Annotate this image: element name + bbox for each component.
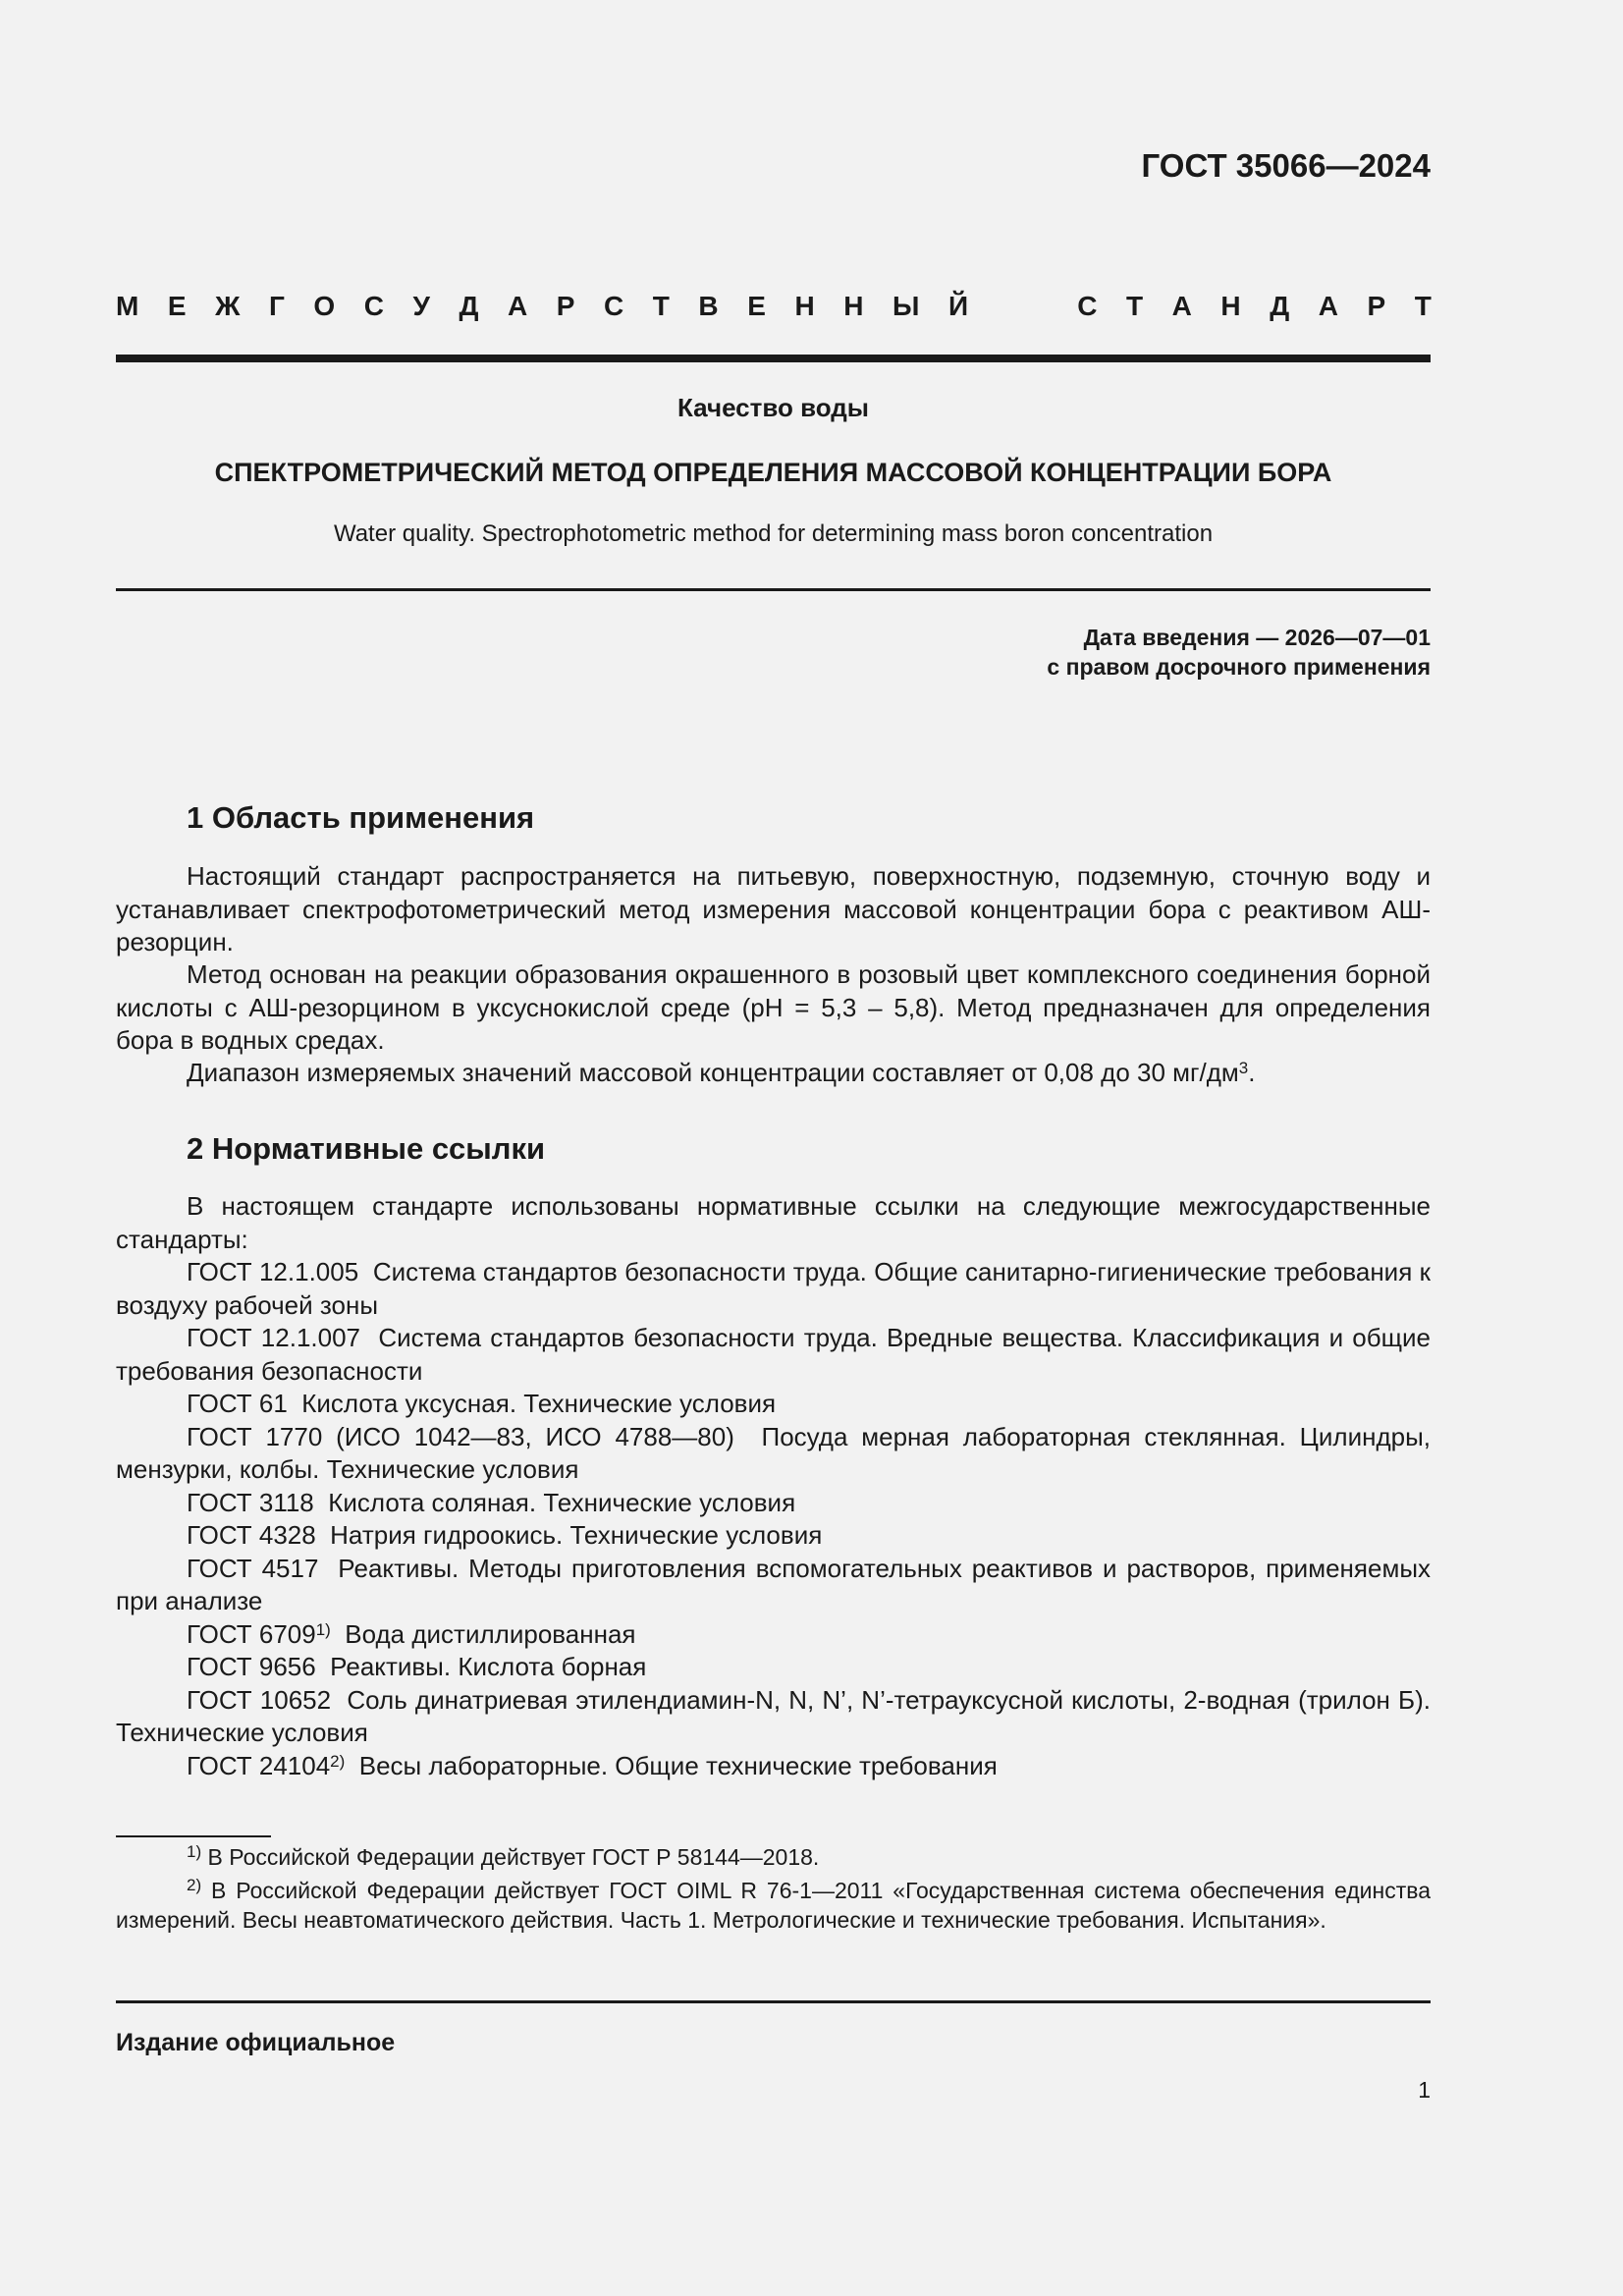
reference-item [116, 1519, 1431, 1553]
references-intro: В настоящем стандарте использованы нормативные ссылки на следующие межгосударственные стандарты: [116, 1191, 1431, 1254]
reference-title: Кислота соляная. Технические условия [328, 1487, 796, 1517]
page-number: 1 [1418, 2077, 1431, 2103]
heading-letter: У [412, 291, 430, 321]
section-1-heading: 1 Область применения [187, 800, 535, 835]
reference-title: Соль динатриевая этилендиамин-N, N, N’, N’-тетрауксусной кислоты, 2-водная (трилон Б). Технические условия [116, 1684, 1432, 1747]
footnote-marker: 2) [187, 1876, 202, 1894]
title-english: Water quality. Spectrophotometric method for determining mass boron concentration [333, 520, 1214, 547]
reference-code: ГОСТ 1770 (ИСО 1042—83, ИСО 4788—80) [187, 1421, 734, 1451]
heading-letter: Д [459, 291, 479, 321]
reference-code: ГОСТ 12.1.007 [187, 1323, 361, 1352]
reference-title: Весы лабораторные. Общие технические требования [358, 1750, 998, 1780]
range-end: . [1248, 1058, 1256, 1087]
footnote-marker: 1) [315, 1619, 331, 1639]
reference-item [116, 1256, 1431, 1322]
section-1-paragraph-3 [116, 1057, 1431, 1090]
reference-code: ГОСТ 61 [187, 1389, 288, 1418]
footnote-marker: 1) [187, 1842, 202, 1861]
heading-letter: С [603, 291, 624, 321]
heading-letter: С [363, 291, 384, 321]
heading-letter: Е [747, 291, 766, 321]
heading-letter: Н [1220, 291, 1241, 321]
footnote-marker: 2) [330, 1751, 346, 1771]
heading-letter: Й [947, 291, 969, 321]
footnote-separator [116, 1835, 271, 1837]
reference-title: Натрия гидроокись. Технические условия [330, 1520, 823, 1550]
reference-code: ГОСТ 4328 [187, 1520, 316, 1550]
heading-letter: Р [556, 291, 575, 321]
reference-item [116, 1684, 1431, 1750]
standard-kind-heading [116, 291, 1432, 322]
reference-item [116, 1487, 1431, 1520]
heading-letter: А [1318, 291, 1338, 321]
header-rule [116, 355, 1431, 362]
footnote-item [116, 1876, 1431, 1935]
footnotes [116, 1842, 1431, 1939]
reference-title: Система стандартов безопасности труда. Вредные вещества. Классификация и общие требования безопасности [116, 1323, 1431, 1386]
heading-letter: Н [794, 291, 815, 321]
heading-letter: С [1077, 291, 1098, 321]
heading-letter: Ы [893, 291, 920, 321]
heading-letter: Р [1367, 291, 1386, 321]
reference-item [116, 1421, 1431, 1487]
heading-letter: Д [1270, 291, 1290, 321]
heading-letter: Т [1125, 291, 1144, 321]
heading-letter: О [313, 291, 336, 321]
early-application-line: с правом досрочного применения [1047, 654, 1431, 680]
reference-item [116, 1322, 1431, 1388]
subject-title: Качество воды [676, 393, 870, 422]
footnote-text: В Российской Федерации действует ГОСТ OIML R 76-1—2011 «Государственная система обеспечения единства измерений. Весы неавтоматического действия. Часть 1. Метрологические и технические требования. Испытания». [116, 1878, 1431, 1933]
title-rule [116, 588, 1431, 591]
reference-item [116, 1553, 1431, 1618]
reference-code: ГОСТ 24104 [187, 1750, 331, 1780]
reference-code: ГОСТ 6709 [187, 1618, 316, 1649]
footer-rule [116, 2000, 1431, 2003]
section-1-paragraph-1: Настоящий стандарт распространяется на питьевую, поверхностную, подземную, сточную воду и устанавливает спектрофотометрический метод измерения массовой концентрации бора с реактивом АШ-резорцин. [116, 861, 1431, 957]
reference-title: Реактивы. Методы приготовления вспомогательных реактивов и растворов, применяемых при анализе [116, 1553, 1432, 1615]
word-gap [998, 291, 1049, 322]
reference-code: ГОСТ 12.1.005 [187, 1257, 359, 1286]
references-items [116, 1256, 1431, 1782]
reference-title: Посуда мерная лабораторная стеклянная. Цилиндры, мензурки, колбы. Технические условия [116, 1421, 1431, 1484]
reference-item [116, 1388, 1431, 1421]
heading-letter: А [507, 291, 528, 321]
effective-date-line: Дата введения — 2026—07—01 [1083, 625, 1431, 650]
reference-title: Кислота уксусная. Технические условия [301, 1389, 777, 1418]
reference-item [116, 1651, 1431, 1684]
reference-item [116, 1618, 1431, 1652]
heading-letter: Г [268, 291, 285, 321]
references-list [116, 1190, 1431, 1782]
heading-letter: Е [167, 291, 187, 321]
heading-letter: А [1171, 291, 1192, 321]
reference-title: Вода дистиллированная [345, 1618, 636, 1649]
heading-letter: Т [1414, 291, 1432, 321]
heading-letter: Н [843, 291, 864, 321]
reference-code: ГОСТ 10652 [187, 1684, 332, 1715]
heading-letter: В [698, 291, 719, 321]
reference-code: ГОСТ 4517 [187, 1553, 319, 1583]
section-1-paragraph-2: Метод основан на реакции образования окрашенного в розовый цвет комплексного соединения борной кислоты с АШ-резорцином в уксуснокислой среде (pH = 5,3 – 5,8). Метод предназначен для определения бора в водных средах. [116, 959, 1431, 1055]
range-text: Диапазон измеряемых значений массовой концентрации составляет от 0,08 до 30 мг/дм [187, 1058, 1239, 1087]
footnote-item [116, 1842, 1431, 1872]
reference-title: Система стандартов безопасности труда. Общие санитарно-гигиенические требования к воздуху рабочей зоны [116, 1257, 1431, 1320]
heading-letter: Ж [215, 291, 241, 321]
document-number: ГОСТ 35066—2024 [1141, 147, 1431, 184]
effective-date [1047, 623, 1431, 682]
footnote-text: В Российской Федерации действует ГОСТ Р 58144—2018. [207, 1844, 820, 1870]
section-2-heading: 2 Нормативные ссылки [187, 1131, 546, 1166]
reference-item [116, 1750, 1431, 1783]
heading-letter: М [116, 291, 139, 321]
edition-label: Издание официальное [116, 2029, 396, 2056]
reference-code: ГОСТ 3118 [187, 1487, 314, 1517]
title-russian: СПЕКТРОМЕТРИЧЕСКИЙ МЕТОД ОПРЕДЕЛЕНИЯ МАССОВОЙ КОНЦЕНТРАЦИИ БОРА [214, 458, 1332, 487]
reference-title: Реактивы. Кислота борная [330, 1652, 647, 1681]
reference-code: ГОСТ 9656 [187, 1652, 316, 1681]
heading-letter: Т [652, 291, 670, 321]
superscript: 3 [1238, 1059, 1249, 1077]
